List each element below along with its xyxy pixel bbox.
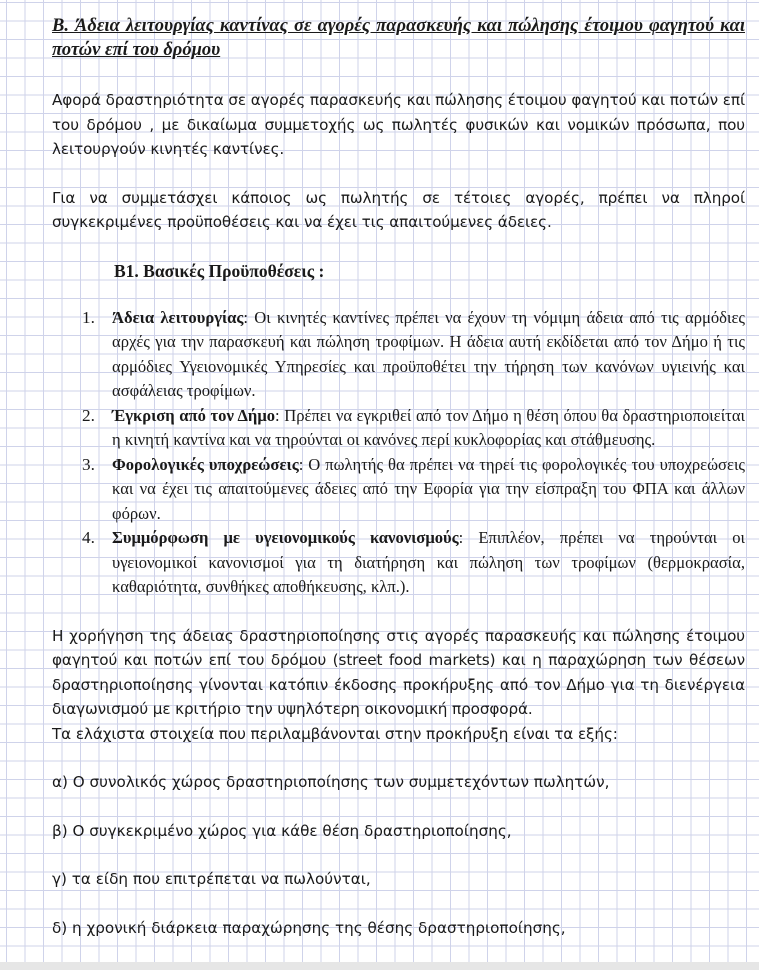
notice-item-d: δ) η χρονική διάρκεια παραχώρησης της θέσης δραστηριοποίησης, bbox=[52, 918, 566, 937]
list-number: 2. bbox=[82, 405, 95, 425]
intro-paragraph-2: Για να συμμετάσχει κάποιος ως πωλητής σε τέτοιες αγορές, πρέπει να πληροί συγκεκριμένες προϋποθέσεις και να έχει τις απαιτούμενες άδειες. bbox=[52, 188, 745, 231]
list-item bbox=[52, 526, 745, 600]
list-item bbox=[52, 306, 745, 404]
page-bottom-edge bbox=[0, 962, 759, 970]
requirement-text: : Πρέπει να εγκριθεί από τον Δήμο η θέση όπου θα δραστηριοποιείται η κινητή καντίνα και να τηρούνται οι κανόνες περί κυκλοφορίας και στάθμευσης. bbox=[112, 405, 745, 449]
requirement-title: Συμμόρφωση με υγειονομικούς κανονισμούς bbox=[112, 528, 459, 547]
requirements-list bbox=[52, 306, 745, 600]
requirement-text: : Επιπλέον, πρέπει να τηρούνται οι υγειονομικοί κανονισμοί για τη διατήρηση και πώληση των τροφίμων (θερμοκρασία, καθαριότητα, συνθήκες αποθήκευσης, κλπ.). bbox=[112, 528, 745, 596]
document-page bbox=[52, 14, 745, 940]
requirement-text: : Ο πωλητής θα πρέπει να τηρεί τις φορολογικές του υποχρεώσεις και να έχει τις απαιτούμενες άδειες από την Εφορία για την είσπραξη του ΦΠΑ και άλλων φόρων. bbox=[112, 454, 745, 523]
intro-paragraph-1: Αφορά δραστηριότητα σε αγορές παρασκευής και πώλησης έτοιμου φαγητού και ποτών επί του δρόμου , με δικαίωμα συμμετοχής ως πωλητές φυσικών και νομικών πρόσωπα, που λειτουργούν κινητές καντίνες. bbox=[52, 91, 745, 158]
requirement-title: Έγκριση από τον Δήμο bbox=[112, 405, 276, 425]
list-number: 4. bbox=[82, 528, 95, 547]
list-item bbox=[52, 404, 745, 453]
notice-item-b: β) Ο συγκεκριμένο χώρος για κάθε θέση δραστηριοποίησης, bbox=[52, 821, 512, 840]
list-number: 3. bbox=[82, 454, 95, 474]
section-heading: B. Άδεια λειτουργίας καντίνας σε αγορές παρασκευής και πώλησης έτοιμου φαγητού και ποτών επί του δρόμου bbox=[52, 16, 745, 60]
notice-item-a: α) Ο συνολικός χώρος δραστηριοποίησης των συμμετεχόντων πωλητών, bbox=[52, 773, 610, 791]
list-number: 1. bbox=[82, 307, 95, 327]
award-paragraph: Η χορήγηση της άδειας δραστηριοποίησης στις αγορές παρασκευής και πώλησης έτοιμου φαγητού και ποτών επί του δρόμου (street food markets) και η παραχώρηση των θέσεων δραστηριοποίησης γίνονται κατόπιν έκδοσης προκήρυξης από τον Δήμο για τη διενέργεια διαγωνισμού με κριτήριο την υψηλότερη οικονομική προσφορά. bbox=[52, 626, 745, 718]
requirement-title: Άδεια λειτουργίας bbox=[112, 307, 244, 327]
notice-item-c: γ) τα είδη που επιτρέπεται να πωλούνται, bbox=[52, 870, 371, 888]
subheading-requirements: B1. Βασικές Προϋποθέσεις : bbox=[114, 260, 325, 281]
list-item bbox=[52, 453, 745, 527]
requirement-title: Φορολογικές υποχρεώσεις bbox=[112, 454, 299, 474]
notice-contents-intro: Τα ελάχιστα στοιχεία που περιλαμβάνονται στην προκήρυξη είναι τα εξής: bbox=[52, 724, 618, 743]
requirement-text: : Οι κινητές καντίνες πρέπει να έχουν τη νόμιμη άδεια από τις αρμόδιες αρχές για την παρασκευή και πώληση τροφίμων. Η άδεια αυτή εκδίδεται από τον Δήμο ή τις αρμόδιες Υγειονομικές Υπηρεσίες και προϋποθέτει την τήρηση των κανόνων υγιεινής και ασφάλειας τροφίμων. bbox=[112, 307, 746, 400]
